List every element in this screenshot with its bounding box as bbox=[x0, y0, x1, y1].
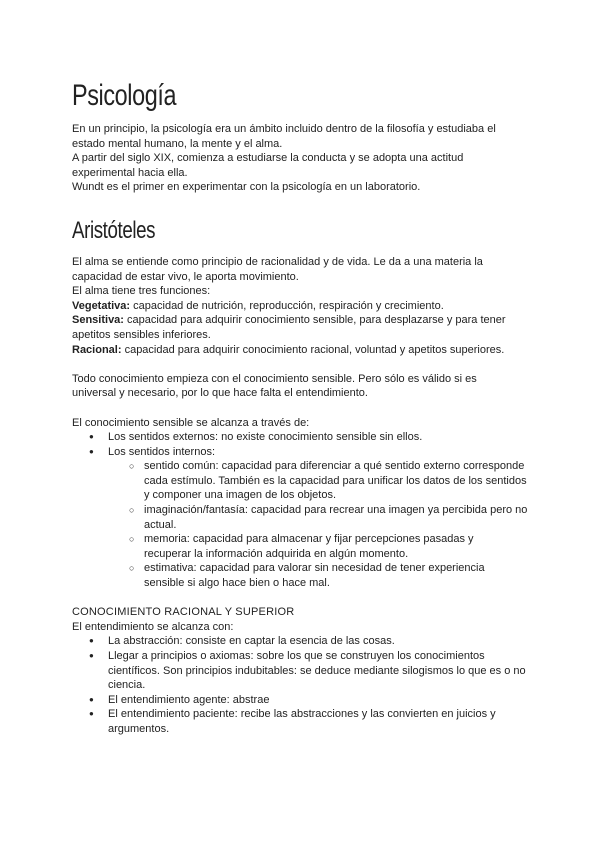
internos-sublist bbox=[108, 459, 532, 590]
sublist-item: ○ imaginación/fantasía: capacidad para recrear una imagen ya percibida pero no actual. bbox=[108, 503, 532, 532]
list-item: ● La abstracción: consiste en captar la esencia de las cosas. bbox=[72, 634, 532, 649]
list-item-label: Los sentidos internos: bbox=[108, 445, 216, 458]
list-item bbox=[72, 445, 532, 591]
spacer bbox=[72, 591, 532, 606]
intro-paragraph-2: A partir del siglo XIX, comienza a estudiarse la conducta y se adopta una actitud experimental hacia ella. bbox=[72, 152, 464, 179]
funcion-term: Vegetativa: bbox=[72, 299, 131, 312]
funcion-desc: capacidad para adquirir conocimiento racional, voluntad y apetitos superiores. bbox=[121, 343, 505, 356]
sensible-intro: El conocimiento sensible se alcanza a través de: bbox=[72, 416, 310, 429]
funcion-term: Sensitiva: bbox=[72, 314, 124, 327]
document-page bbox=[72, 76, 532, 737]
spacer bbox=[72, 357, 532, 372]
spacer bbox=[72, 401, 532, 416]
alma-paragraph: El alma se entiende como principio de racionalidad y de vida. Le da a una materia la capacidad de estar vivo, le aporta movimiento. bbox=[72, 255, 483, 283]
list-item: ● Llegar a principios o axiomas: sobre los que se construyen los conocimientos científicos. Son principios indubitables: se deduce mediante silogismos lo que es o no ciencia. bbox=[72, 649, 532, 693]
list-item: ● Los sentidos externos: no existe conocimiento sensible sin ellos. bbox=[72, 430, 532, 445]
intro-paragraph-3: Wundt es el primer en experimentar con la psicología en un laboratorio. bbox=[72, 181, 421, 194]
sentidos-list bbox=[72, 430, 532, 591]
intro-paragraph-1: En un principio, la psicología era un ámbito incluido dentro de la filosofía y estudiaba el estado mental humano, la mente y el alma. bbox=[72, 123, 496, 150]
list-item: ● El entendimiento paciente: recibe las abstracciones y las convierten en juicios y argumentos. bbox=[72, 707, 532, 736]
racional-list bbox=[72, 634, 532, 736]
funcion-desc: capacidad de nutrición, reproducción, respiración y crecimiento. bbox=[130, 299, 444, 312]
sublist-item: ○ sentido común: capacidad para diferenciar a qué sentido externo corresponde cada estímulo. También es la capacidad para unificar los datos de los sentidos y componer una imagen de los objetos. bbox=[108, 459, 532, 503]
page-title: Psicología bbox=[72, 79, 177, 112]
section-title-aristoteles: Aristóteles bbox=[72, 216, 156, 244]
section-heading-racional: CONOCIMIENTO RACIONAL Y SUPERIOR bbox=[72, 606, 295, 619]
funcion-vegetativa bbox=[72, 299, 532, 314]
funcion-sensitiva bbox=[72, 313, 532, 342]
funcion-term: Racional: bbox=[72, 343, 122, 356]
funcion-racional bbox=[72, 343, 532, 358]
entendimiento-intro: El entendimiento se alcanza con: bbox=[72, 620, 234, 633]
sublist-item: ○ estimativa: capacidad para valorar sin necesidad de tener experiencia sensible si algo hace bien o hace mal. bbox=[108, 561, 532, 590]
funcion-desc: capacidad para adquirir conocimiento sensible, para desplazarse y para tener apetitos sensibles inferiores. bbox=[72, 314, 506, 341]
list-item: ● El entendimiento agente: abstrae bbox=[72, 693, 532, 708]
sublist-item: ○ memoria: capacidad para almacenar y fijar percepciones pasadas y recuperar la información adquirida en algún momento. bbox=[108, 532, 532, 561]
todo-paragraph: Todo conocimiento empieza con el conocimiento sensible. Pero sólo es válido si es universal y necesario, por lo que hace falta el entendimiento. bbox=[72, 372, 477, 400]
funciones-intro: El alma tiene tres funciones: bbox=[72, 285, 211, 298]
